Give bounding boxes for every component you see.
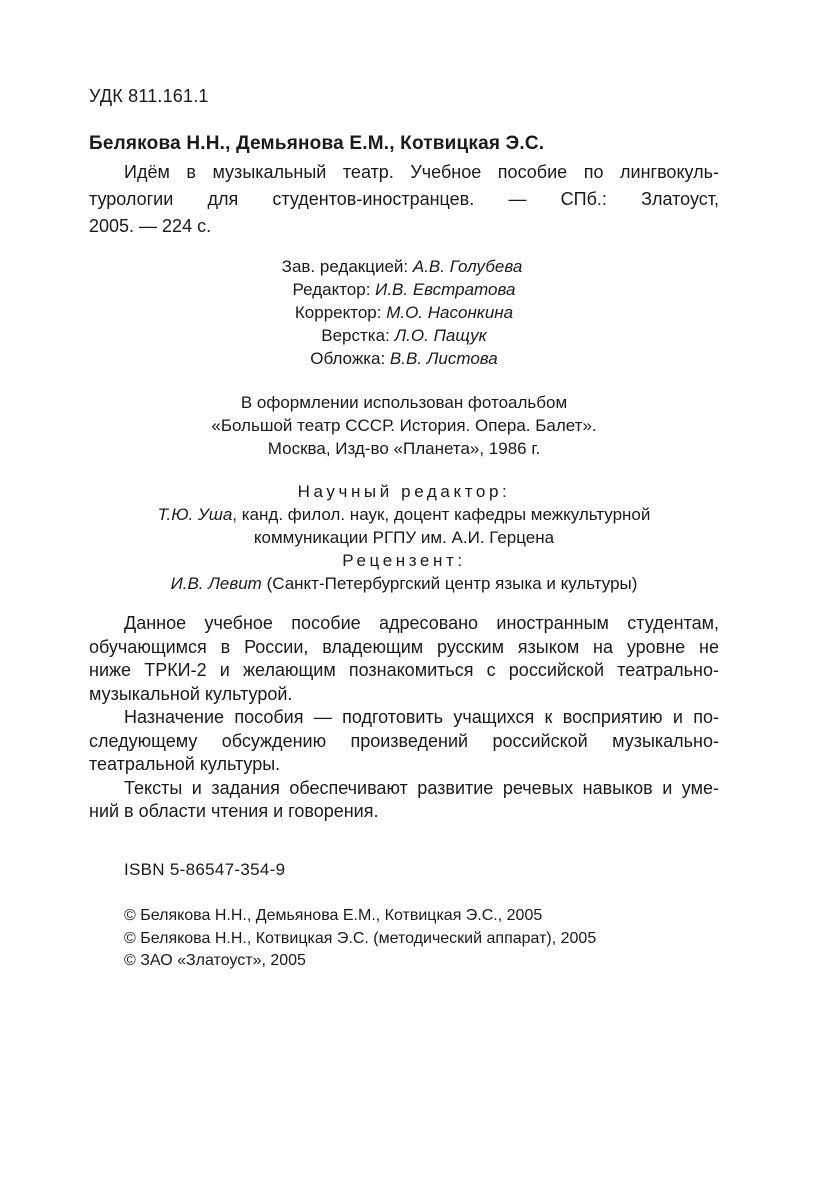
staff-row — [89, 301, 719, 324]
reviewer-line — [89, 572, 719, 595]
staff-row — [89, 255, 719, 278]
staff-credits — [89, 255, 719, 370]
staff-row — [89, 347, 719, 370]
staff-name: М.О. Насонкина — [386, 303, 514, 322]
annotation-line: ниже ТРКИ-2 и желающим познакомиться с российской театрально- — [89, 660, 719, 680]
staff-name: И.В. Евстратова — [375, 280, 516, 299]
scientific-editor-line — [89, 503, 719, 526]
udk-code: УДК 811.161.1 — [89, 86, 209, 106]
staff-row — [89, 324, 719, 347]
scientific-editor-heading: Научный редактор: — [297, 482, 511, 501]
photo-credit-line: Москва, Изд-во «Планета», 1986 г. — [267, 439, 541, 458]
bib-line: Идём в музыкальный театр. Учебное пособие по лингвокуль- — [124, 162, 719, 182]
copyright-notices — [124, 905, 596, 973]
annotation — [89, 612, 719, 824]
annotation-line: театральной культуры. — [89, 754, 281, 774]
scientific-editor-details: , канд. филол. наук, доцент кафедры межкультурной — [232, 505, 651, 524]
authors-heading: Белякова Н.Н., Демьянова Е.М., Котвицкая Э.С. — [89, 133, 545, 154]
annotation-line: обучающимся в России, владеющим русским языком на уровне не — [89, 636, 719, 657]
staff-role: Корректор: — [294, 303, 387, 322]
annotation-paragraph — [89, 777, 719, 824]
editor-reviewer-block — [89, 480, 719, 595]
photo-credit — [89, 391, 719, 460]
photo-credit-line: «Большой театр СССР. История. Опера. Балет». — [211, 416, 597, 435]
bib-line: 2005. — 224 с. — [89, 216, 212, 236]
copyright-line: © ЗАО «Златоуст», 2005 — [124, 952, 306, 969]
annotation-paragraph — [89, 706, 719, 777]
reviewer-heading: Рецензент: — [342, 551, 466, 570]
photo-credit-line: В оформлении использован фотоальбом — [240, 393, 568, 412]
annotation-line: Назначение пособия — подготовить учащихся к восприятию и по- — [124, 707, 719, 727]
copyright-line: © Белякова Н.Н., Котвицкая Э.С. (методический аппарат), 2005 — [124, 929, 597, 947]
staff-role: Зав. редакцией: — [281, 257, 413, 276]
staff-role: Верстка: — [321, 326, 395, 345]
staff-role: Обложка: — [310, 349, 390, 368]
bibliographic-description — [89, 159, 719, 240]
reviewer-details: (Санкт-Петербургский центр языка и культуры) — [261, 574, 638, 593]
annotation-line: ний в области чтения и говорения. — [89, 801, 379, 821]
annotation-paragraph — [89, 612, 719, 706]
staff-name: В.В. Листова — [389, 349, 498, 368]
annotation-line: Данное учебное пособие адресовано иностранным студентам, — [124, 613, 719, 633]
staff-name: А.В. Голубева — [412, 257, 523, 276]
isbn: ISBN 5-86547-354-9 — [124, 860, 286, 879]
annotation-line: следующему обсуждению произведений российской музыкально- — [89, 730, 719, 751]
scientific-editor-name: Т.Ю. Уша — [157, 505, 233, 524]
bib-line: турологии для студентов-иностранцев. — СПб.: Златоуст, — [89, 189, 719, 209]
staff-row — [89, 278, 719, 301]
staff-role: Редактор: — [292, 280, 376, 299]
staff-name: Л.О. Пащук — [394, 326, 487, 345]
copyright-line: © Белякова Н.Н., Демьянова Е.М., Котвицкая Э.С., 2005 — [124, 907, 543, 924]
annotation-line: Тексты и задания обеспечивают развитие речевых навыков и уме- — [124, 777, 719, 798]
annotation-line: музыкальной культурой. — [89, 683, 293, 704]
reviewer-name: И.В. Левит — [170, 574, 262, 593]
scientific-editor-affiliation: коммуникации РГПУ им. А.И. Герцена — [253, 528, 555, 547]
